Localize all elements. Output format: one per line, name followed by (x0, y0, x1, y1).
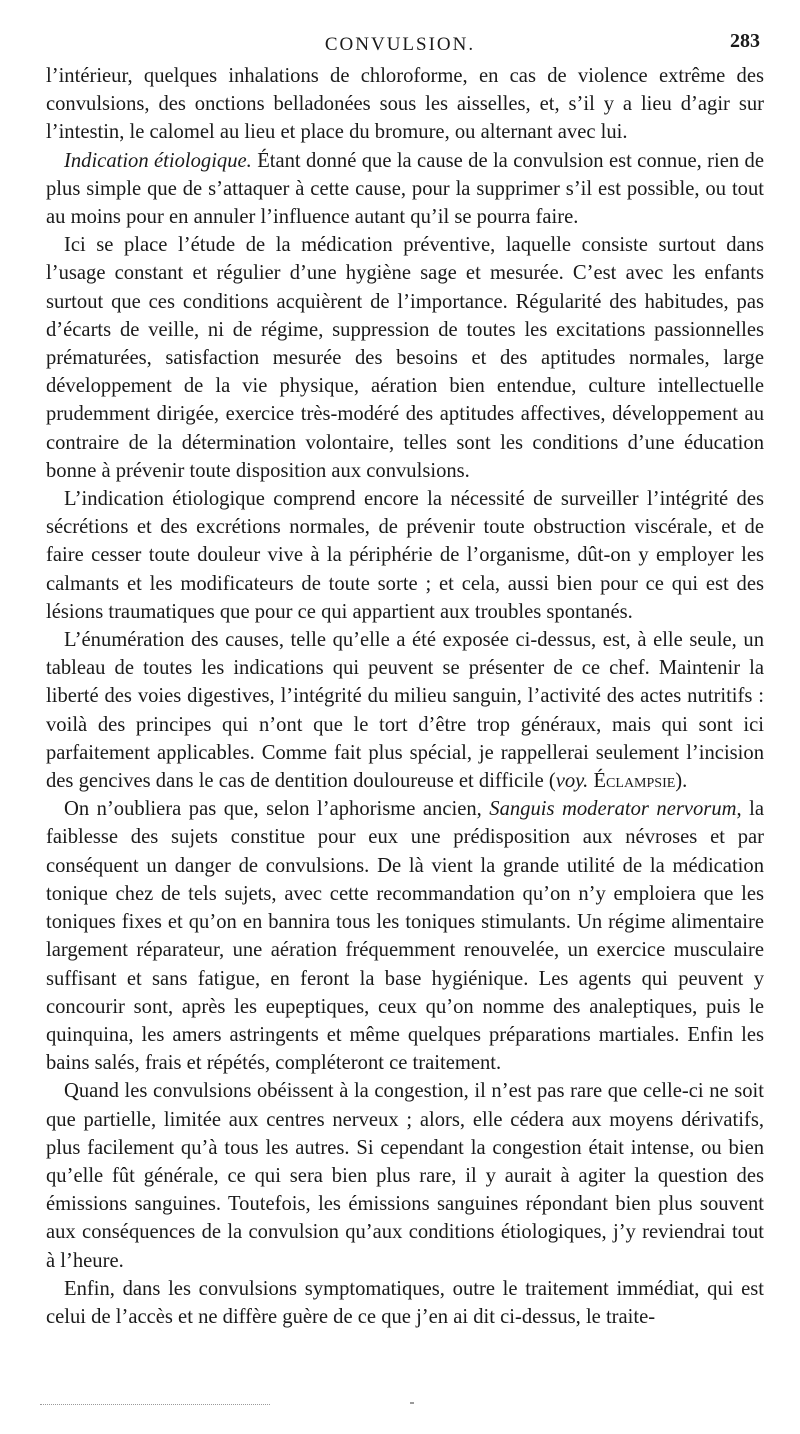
paragraph-text: Quand les convulsions obéissent à la congestion, il n’est pas rare que celle-ci ne soit que partielle, limitée aux centres nerveux ; alors, elle cédera aux moyens dérivatifs, plus facilement qu’à tous les autres. Si cependant la congestion était intense, ou bien qu’elle fût générale, ce qui sera bien plus rare, il y aurait à agiter la question des émissions sanguines. Toutefois, les émissions sanguines répondant bien plus souvent aux conséquences de la convulsion qu’aux conditions étiologiques, j’y reviendrai tout à l’heure. (46, 1080, 764, 1272)
running-title: CONVULSION. (324, 34, 476, 55)
paragraph-text: l’intérieur, quelques inhalations de chloroforme, en cas de violence extrême des convulsions, des onctions belladonées sous les aisselles, et, s’il y a lieu d’agir sur l’intestin, le calomel au lieu et place du bromure, ou alternant avec lui. (46, 65, 764, 144)
paragraph-3 (46, 231, 764, 485)
paragraph-text: Étant donné que la cause de la convulsion est connue, rien de plus simple que de s’attaquer à cette cause, pour la supprimer s’il est possible, ou tout au moins pour en annuler l’influence autant qu’il se pourra faire. (46, 149, 764, 229)
paragraph-text: L’énumération des causes, telle qu’elle a été exposée ci-dessus, est, à elle seule, un tableau de toutes les indications qui peuvent se présenter de ce chef. Maintenir la liberté des voies digestives, l’intégrité du milieu sanguin, l’activité des actes nutritifs : voilà des principes qui n’ont que le tort d’être trop généraux, mais qui sont ici parfaitement applicables. Comme fait plus spécial, je rappellerai seulement l’incision des gencives dans le cas de dentition douloureuse et difficile ( (46, 629, 764, 793)
paragraph-5 (46, 626, 764, 795)
paragraph-text: Enfin, dans les convulsions symptomatiques, outre le traitement immédiat, qui est celui de l’accès et ne diffère guère de ce que j’en ai dit ci-dessus, le traite- (46, 1277, 764, 1328)
body-text (46, 62, 764, 1331)
section-lead: Indication étiologique. (64, 149, 252, 172)
paragraph-text: L’indication étiologique comprend encore la nécessité de surveiller l’intégrité des sécrétions et des excrétions normales, de prévenir toute obstruction viscérale, et de faire cesser toute douleur vive à la périphérie de l’organisme, dût-on y employer les calmants et les modificateurs de toute sorte ; et cela, aussi bien pour ce qui est des lésions traumatiques que pour ce qui appartient aux troubles spontanés. (46, 488, 764, 623)
paragraph-1 (46, 62, 764, 147)
paragraph-text: Ici se place l’étude de la médication préventive, laquelle consiste surtout dans l’usage constant et régulier d’une hygiène sage et mesurée. C’est avec les enfants surtout que ces conditions acquièrent de l’importance. Régularité des habitudes, pas d’écarts de veille, ni de régime, suppression de toutes les excitations passionnelles prématurées, satisfaction mesurée des besoins et des aptitudes normales, large développement de la vie physique, aération bien entendue, culture intellectuelle prudemment dirigée, exercice très-modéré des aptitudes affectives, développement au contraire de la détermination volontaire, telles sont les conditions d’une éducation bonne à prévenir toute disposition aux convulsions. (46, 234, 764, 482)
paragraph-tail: ). (675, 770, 688, 793)
paragraph-7 (46, 1077, 764, 1274)
cross-reference-title: Éclampsie (588, 770, 676, 793)
footer-mark (410, 1402, 414, 1404)
footer-rule (40, 1404, 270, 1405)
paragraph-2 (46, 147, 764, 232)
paragraph-4 (46, 485, 764, 626)
cross-reference-abbrev: voy. (555, 770, 589, 793)
paragraph-6 (46, 795, 764, 1077)
running-header (0, 30, 800, 60)
paragraph-8 (46, 1275, 764, 1331)
latin-aphorism: Sanguis moderator nervorum (489, 798, 737, 821)
paragraph-text: On n’oubliera pas que, selon l’aphorisme ancien, (64, 798, 490, 821)
page-number: 283 (730, 30, 760, 52)
paragraph-text-after: , la faiblesse des sujets constitue pour eux une prédisposition aux névroses et par conséquent un danger de convulsions. De là vient la grande utilité de la médication tonique chez de tels sujets, avec cette recommandation qu’on n’y emploiera que les toniques fixes et qu’on en bannira tous les toniques stimulants. Un régime alimentaire largement réparateur, une aération fréquemment renouvelée, un exercice musculaire suffisant et sans fatigue, en feront la base hygiénique. Les agents qui peuvent y concourir sont, après les eupeptiques, ceux qu’on nomme des analeptiques, puis le quinquina, les amers astringents et même quelques préparations martiales. Enfin les bains salés, frais et répétés, compléteront ce traitement. (46, 798, 764, 1075)
